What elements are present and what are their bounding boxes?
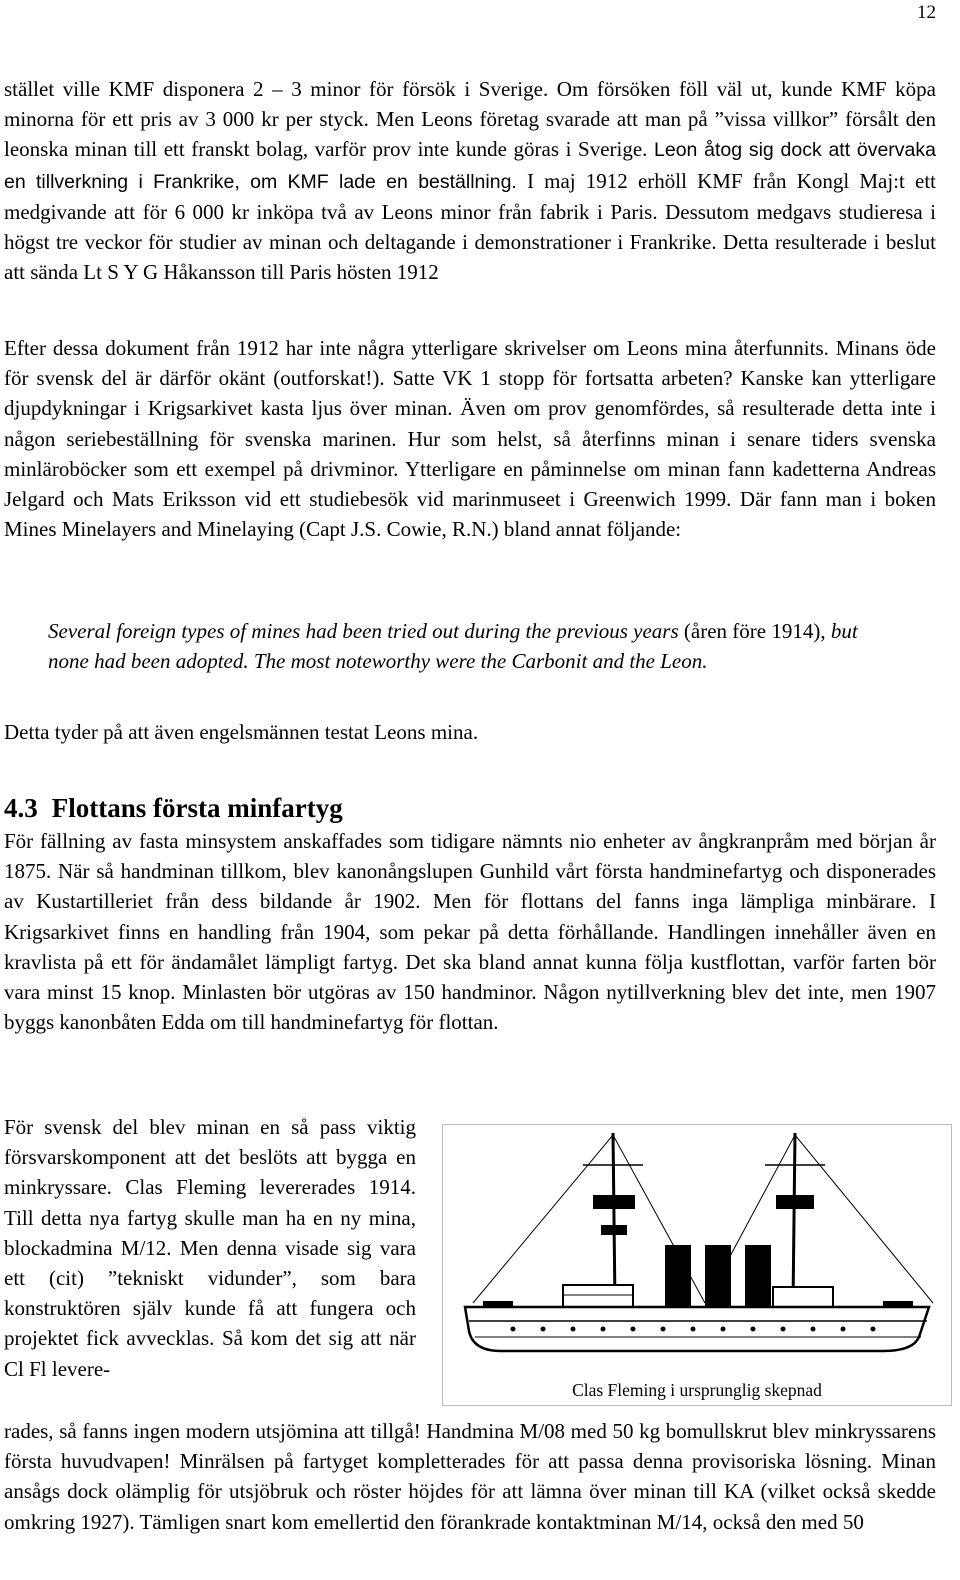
section-title: Flottans första minfartyg (51, 793, 343, 823)
paragraph-1-part-c: I maj 1912 erhöll KMF från Kongl Maj:t ett medgivande att för 6 000 kr inköpa två av Leons minor från fabrik i Paris. Dessutom medgavs studieresa i högst tre veckor för studier av minan och deltagande i demonstrationer i Frankrike. Detta resulterade i beslut att sända Lt S Y G Håkansson till Paris hösten 1912 (4, 168, 936, 285)
paragraph-4: För fällning av fasta minsystem anskaffades som tidigare nämnts nio enheter av ångkranpråm med början år 1875. När så handminan tillkom, blev kanonångslupen Gunhild vårt första handminefartyg och disponerades av Kustartilleriet från dess bildande år 1902. Men för flottans del fanns inga lämpliga minbärare. I Krigsarkivet finns en handling från 1904, som pekar på detta förhållande. Handlingen innehåller även en kravlista på ett för ändamålet lämpligt fartyg. Det ska bland annat kunna följa kustflottan, varför farten bör vara minst 15 knop. Minlasten bör utgöras av 150 handminor. Någon nytillverkning blev det inte, men 1907 byggs kanonbåten Edda om till handminefartyg för flottan. (4, 829, 936, 1035)
figure-caption: Clas Fleming i ursprunglig skepnad (572, 1380, 822, 1400)
paragraph-1 (4, 74, 936, 287)
ship-figure (442, 1124, 952, 1406)
paragraph-1-part-a: stället ville KMF disponera 2 – 3 minor för försök i Sverige. Om försöken föll väl ut, kunde KMF köpa minorna för ett pris av 3 000 kr per styck. Men Leons företag svarade att man på ”vissa villkor” försålt den leonska minan till ett franskt bolag, varför prov inte kunde göras i Sverige. (4, 77, 936, 162)
paragraph-5-bottom: rades, så fanns ingen modern utsjömina att tillgå! Handmina M/08 med 50 kg bomullskrut blev minkryssarens första huvudvapen! Minrälsen på fartyget kompletterades för att passa denna provisoriska lösning. Minan ansågs dock olämplig för utsjöbruk och röster höjdes för att lämna över minan till KA (vilket också skedde omkring 1927). Tämligen snart kom emellertid den förankrade kontaktminan M/14, också den med 50 (4, 1419, 936, 1534)
ship-drawing-icon (443, 1125, 951, 1379)
paragraph-1-part-b: Leon åtog sig dock att övervaka en tillverkning i Frankrike, om KMF lade en beställning. (4, 139, 936, 193)
quote-plain: (åren före 1914), (683, 619, 826, 643)
quote-italic-a: Several foreign types of mines had been tried out during the previous years (48, 619, 679, 643)
quote-block (48, 616, 890, 676)
paragraph-3: Detta tyder på att även engelsmännen testat Leons mina. (4, 720, 479, 744)
paragraph-2: Efter dessa dokument från 1912 har inte några ytterligare skrivelser om Leons mina återfunnits. Minans öde för svensk del är därför okänt (outforskat!). Satte VK 1 stopp för fortsatta arbeten? Kanske kan ytterligare djupdykningar i Krigsarkivet kasta ljus över minan. Även om prov genomfördes, så resulterade detta inte i någon seriebeställning för svenska marinen. Hur som helst, så återfinns minan i senare tiders svenska minläroböcker som ett exempel på drivminor. Ytterligare en påminnelse om minan fann kadetterna Andreas Jelgard och Mats Eriksson vid ett studiebesök vid marinmuseet i Greenwich 1999. Där fann man i boken Mines Minelayers and Minelaying (Capt J.S. Cowie, R.N.) bland annat följande: (4, 336, 936, 542)
section-heading (4, 790, 343, 826)
section-number: 4.3 (4, 793, 38, 823)
quote-italic-b: but none had been adopted. The most noteworthy were the Carbonit and the Leon. (48, 619, 858, 674)
page-number: 12 (917, 2, 936, 23)
paragraph-5-left-column: För svensk del blev minan en så pass viktig försvarskomponent att det beslöts att bygga en minkryssare. Clas Fleming levererades 1914. Till detta nya fartyg skulle man ha en ny mina, blockadmina M/12. Men denna visade sig vara ett (cit) ”tekniskt vidunder”, som bara konstruktören själv kunde få att fungera och projektet fick avvecklas. Så kom det sig att när Cl Fl levere- (4, 1115, 416, 1381)
